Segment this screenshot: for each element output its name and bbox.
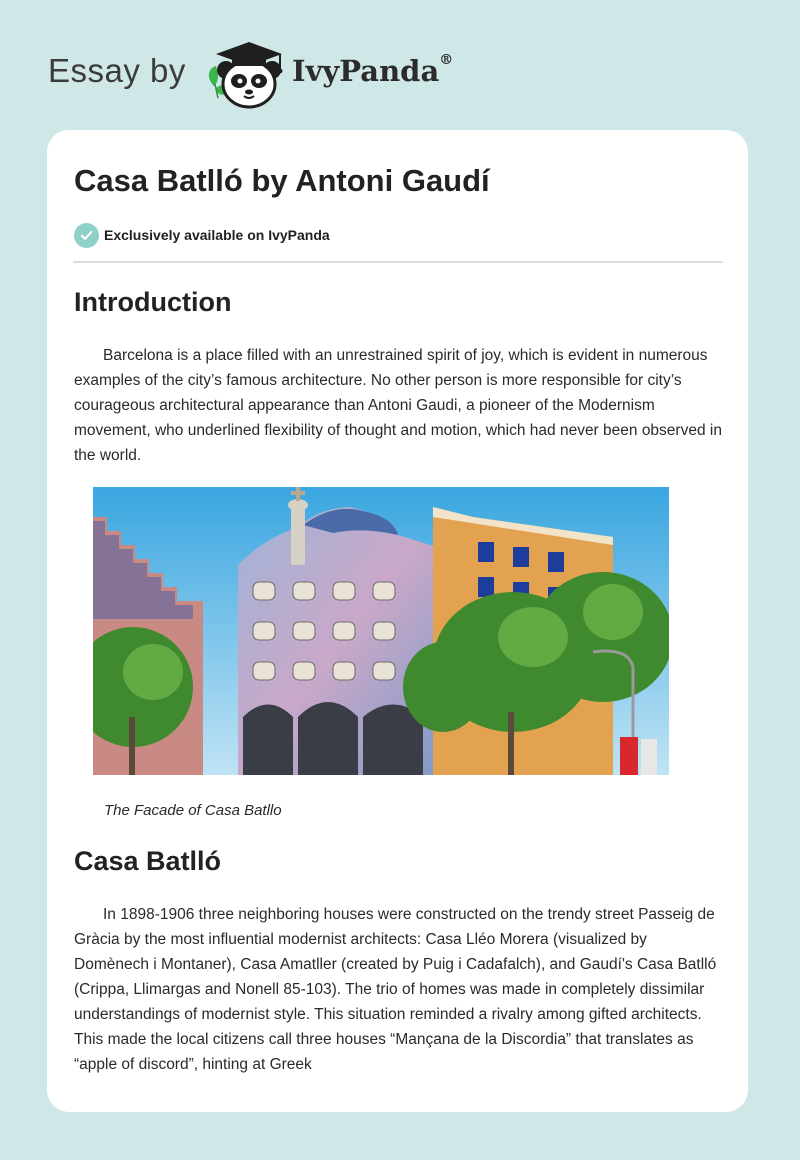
check-circle-icon [74,223,99,248]
brand-prefix: Essay by [48,52,186,89]
panda-graduate-icon [202,38,292,110]
divider [73,261,723,263]
exclusive-badge [74,222,330,248]
page-title: Casa Batlló by Antoni Gaudí [74,163,490,198]
section-heading-casa-batllo: Casa Batlló [74,846,222,876]
essay-card [47,130,748,1112]
brand-name: IvyPanda® [292,52,454,88]
facade-photo [93,487,669,775]
exclusive-label: Exclusively available on IvyPanda [104,227,330,243]
brand-header[interactable] [48,38,488,112]
section-paragraph-introduction: Barcelona is a place filled with an unrestrained spirit of joy, which is evident in numerous examples of the city’s famous architecture. No other person is more responsible for city’s courageous architectural appearance than Antoni Gaudi, a pioneer of the Modernism movement, who underlined flexibility of thought and motion, which had never been observed in the world. [74,347,722,464]
section-paragraph-casa-batllo: In 1898-1906 three neighboring houses were constructed on the trendy street Passeig de Gràcia by the most influential modernist architects: Casa Lléo Morera (visualized by Domènech i Montaner), Casa Amatller (created by Puig i Cadafalch), and Gaudí's Casa Batlló (Crippa, Llimargas and Nonell 85-103). The trio of homes was made in completely dissimilar understandings of modernist style. This situation reminded a rivalry among gifted architects. This made the local citizens call three houses “Mançana de la Discordia” that translates as “apple of discord”, hinting at Greek [74,906,717,1073]
figure-caption: The Facade of Casa Batllo [104,802,282,819]
section-heading-introduction: Introduction [74,287,232,317]
